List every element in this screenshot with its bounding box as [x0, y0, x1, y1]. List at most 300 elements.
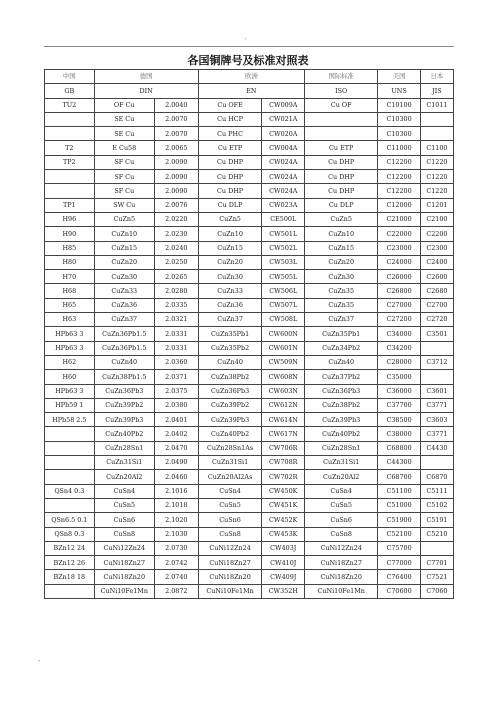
table-cell: CuZn38Pb2	[198, 370, 262, 384]
table-cell: C12200	[378, 155, 421, 169]
table-cell: 2.0090	[154, 184, 198, 198]
table-cell	[420, 341, 453, 355]
table-cell: C70600	[378, 584, 421, 598]
table-cell: C3712	[420, 355, 453, 369]
header-de: 德国	[94, 70, 198, 84]
table-row	[45, 313, 454, 327]
table-cell: CuZn5	[198, 212, 262, 226]
standard-header-row	[45, 84, 454, 98]
table-cell: CuZn28Sn1As	[198, 441, 262, 455]
table-cell: 2.0460	[154, 470, 198, 484]
table-cell: CW507L	[262, 298, 305, 312]
table-cell: C3771	[420, 398, 453, 412]
table-cell	[45, 441, 95, 455]
table-cell: C5210	[420, 527, 453, 541]
table-cell: CW509N	[262, 355, 305, 369]
table-cell: 2.0490	[154, 456, 198, 470]
table-cell: Cu DLP	[198, 198, 262, 212]
table-cell: C1011	[420, 98, 453, 112]
table-cell	[45, 127, 95, 141]
table-cell: C24000	[378, 255, 421, 269]
table-cell: H96	[45, 212, 95, 226]
header-iso: ISO	[305, 84, 378, 98]
table-cell: 2.1016	[154, 484, 198, 498]
table-cell: H62	[45, 355, 95, 369]
table-cell: Cu DLP	[305, 198, 378, 212]
table-cell: TP1	[45, 198, 95, 212]
table-cell: SW Cu	[94, 198, 154, 212]
table-cell: CW021A	[262, 112, 305, 126]
table-cell: CuSn4	[305, 484, 378, 498]
table-cell: CuNi18Zn20	[94, 570, 154, 584]
table-cell: 2.0230	[154, 227, 198, 241]
table-cell: CuNi18Zn20	[198, 570, 262, 584]
table-cell: CuZn36Pb1.5	[94, 327, 154, 341]
table-cell: CuZn15	[198, 241, 262, 255]
table-cell: CuZn36Pb3	[94, 384, 154, 398]
table-cell: 2.0321	[154, 313, 198, 327]
header-cn: 中国	[45, 70, 95, 84]
table-cell: C38000	[378, 427, 421, 441]
table-cell: CuZn36Pb1.5	[94, 341, 154, 355]
table-cell: C35000	[378, 370, 421, 384]
table-cell: CuZn38Pb1.5	[94, 370, 154, 384]
header-gb: GB	[45, 84, 95, 98]
table-row	[45, 198, 454, 212]
table-cell: CW410J	[262, 556, 305, 570]
table-row	[45, 541, 454, 555]
table-cell: QSn6.5 0.1	[45, 513, 95, 527]
table-cell: 2.0872	[154, 584, 198, 598]
table-cell: C3501	[420, 327, 453, 341]
table-cell: C2400	[420, 255, 453, 269]
table-cell: CuSn4	[198, 484, 262, 498]
table-row	[45, 441, 454, 455]
table-cell: CuSn5	[198, 498, 262, 512]
table-cell: CW601N	[262, 341, 305, 355]
table-cell: C36000	[378, 384, 421, 398]
table-cell: CuZn5	[305, 212, 378, 226]
table-cell: CuZn35Pb1	[305, 327, 378, 341]
table-cell: C51900	[378, 513, 421, 527]
table-cell: CW708R	[262, 456, 305, 470]
table-cell: C5111	[420, 484, 453, 498]
table-cell	[420, 541, 453, 555]
table-cell: C1220	[420, 184, 453, 198]
table-cell: 2.0250	[154, 255, 198, 269]
table-cell: C44300	[378, 456, 421, 470]
table-cell: CuZn39Pb3	[94, 413, 154, 427]
table-row	[45, 127, 454, 141]
table-cell: CW608N	[262, 370, 305, 384]
table-cell: 2.1018	[154, 498, 198, 512]
table-row	[45, 427, 454, 441]
table-cell: CuZn39Pb2	[94, 398, 154, 412]
table-cell: C10100	[378, 98, 421, 112]
table-row	[45, 484, 454, 498]
table-cell: CuZn40	[198, 355, 262, 369]
table-cell: Cu DHP	[305, 170, 378, 184]
table-cell: 2.0240	[154, 241, 198, 255]
table-cell: CuZn5	[94, 212, 154, 226]
table-cell: CW706R	[262, 441, 305, 455]
table-cell: C10300	[378, 127, 421, 141]
table-row	[45, 341, 454, 355]
table-cell: CuSn5	[94, 498, 154, 512]
table-cell: Cu DHP	[305, 155, 378, 169]
table-cell: H65	[45, 298, 95, 312]
table-cell: C2200	[420, 227, 453, 241]
table-cell: CuSn4	[94, 484, 154, 498]
table-cell: 2.0070	[154, 127, 198, 141]
table-cell: C22000	[378, 227, 421, 241]
table-cell: CW024A	[262, 170, 305, 184]
header-uns: UNS	[378, 84, 421, 98]
table-cell: H63	[45, 313, 95, 327]
table-cell	[45, 584, 95, 598]
table-cell: C34200	[378, 341, 421, 355]
table-cell: CuZn36Pb3	[305, 384, 378, 398]
table-cell: CuZn20Al2	[305, 470, 378, 484]
table-cell: CuZn20Al2As	[198, 470, 262, 484]
table-cell: Cu HCP	[198, 112, 262, 126]
table-cell: CW501L	[262, 227, 305, 241]
table-cell: C68700	[378, 470, 421, 484]
table-cell: C27200	[378, 313, 421, 327]
header-us: 美国	[378, 70, 421, 84]
table-cell: C1220	[420, 170, 453, 184]
table-cell: CuZn31Si1	[198, 456, 262, 470]
table-cell: CW505L	[262, 270, 305, 284]
table-cell: CuZn20	[198, 255, 262, 269]
table-row	[45, 456, 454, 470]
table-cell: H90	[45, 227, 95, 241]
table-cell: C26800	[378, 284, 421, 298]
table-row	[45, 527, 454, 541]
table-cell: Cu OFE	[198, 98, 262, 112]
table-row	[45, 355, 454, 369]
table-cell: 2.1030	[154, 527, 198, 541]
table-cell: 2.0265	[154, 270, 198, 284]
table-cell: 2.0375	[154, 384, 198, 398]
table-cell	[45, 456, 95, 470]
table-cell: CuZn39Pb3	[305, 413, 378, 427]
table-cell: C28000	[378, 355, 421, 369]
table-cell: 2.0040	[154, 98, 198, 112]
table-cell: C3771	[420, 427, 453, 441]
table-cell: C12000	[378, 198, 421, 212]
table-cell: 2.0065	[154, 141, 198, 155]
table-row	[45, 398, 454, 412]
table-row	[45, 155, 454, 169]
table-cell: 2.0090	[154, 170, 198, 184]
table-row	[45, 270, 454, 284]
table-cell: CuZn28Sn1	[305, 441, 378, 455]
table-cell: CuNi10Fe1Mn	[94, 584, 154, 598]
table-cell	[45, 170, 95, 184]
table-cell: Cu DHP	[305, 184, 378, 198]
table-cell: CE500L	[262, 212, 305, 226]
table-cell: SF Cu	[94, 155, 154, 169]
table-cell: CW452K	[262, 513, 305, 527]
table-cell: CW506L	[262, 284, 305, 298]
table-cell	[45, 470, 95, 484]
table-cell: C2600	[420, 270, 453, 284]
table-cell: 2.0076	[154, 198, 198, 212]
table-cell	[420, 370, 453, 384]
table-cell: CuZn40	[94, 355, 154, 369]
table-cell: C7521	[420, 570, 453, 584]
table-cell: 2.0371	[154, 370, 198, 384]
table-row	[45, 570, 454, 584]
table-cell: SF Cu	[94, 184, 154, 198]
table-cell: CuNi18Zn27	[198, 556, 262, 570]
table-row	[45, 384, 454, 398]
table-row	[45, 584, 454, 598]
table-cell: CW023A	[262, 198, 305, 212]
table-cell: CW352H	[262, 584, 305, 598]
table-cell: C38500	[378, 413, 421, 427]
table-cell	[45, 427, 95, 441]
table-cell: CuSn6	[305, 513, 378, 527]
table-cell: CW024A	[262, 155, 305, 169]
table-cell: C1100	[420, 141, 453, 155]
table-cell: CW004A	[262, 141, 305, 155]
table-cell: CuZn30	[198, 270, 262, 284]
table-cell: C3601	[420, 384, 453, 398]
page-bottom-mark: -	[38, 657, 41, 665]
table-cell: CW603N	[262, 384, 305, 398]
table-cell: 2.1020	[154, 513, 198, 527]
table-cell: C1220	[420, 155, 453, 169]
table-cell: CW612N	[262, 398, 305, 412]
table-row	[45, 370, 454, 384]
table-cell: SE Cu	[94, 127, 154, 141]
table-cell: TU2	[45, 98, 95, 112]
table-cell: CuZn37	[94, 313, 154, 327]
table-cell: CuZn20	[305, 255, 378, 269]
table-cell: 2.0730	[154, 541, 198, 555]
table-cell: C10300	[378, 112, 421, 126]
table-cell: C27000	[378, 298, 421, 312]
table-cell: OF Cu	[94, 98, 154, 112]
table-cell: C21000	[378, 212, 421, 226]
table-cell: CuZn36	[94, 298, 154, 312]
header-jp: 日本	[420, 70, 453, 84]
table-row	[45, 498, 454, 512]
table-cell: CuZn33	[94, 284, 154, 298]
table-cell: CW409J	[262, 570, 305, 584]
table-cell: CuNi12Zn24	[305, 541, 378, 555]
table-cell: C5191	[420, 513, 453, 527]
table-cell: E Cu58	[94, 141, 154, 155]
table-cell: CuNi10Fe1Mn	[305, 584, 378, 598]
table-cell: BZn12 26	[45, 556, 95, 570]
table-cell: CW600N	[262, 327, 305, 341]
table-cell: C2720	[420, 313, 453, 327]
table-row	[45, 556, 454, 570]
table-cell: CuZn40	[305, 355, 378, 369]
table-cell: CW502L	[262, 241, 305, 255]
table-cell: H85	[45, 241, 95, 255]
table-cell: CuSn8	[198, 527, 262, 541]
table-cell: SE Cu	[94, 112, 154, 126]
table-cell: H70	[45, 270, 95, 284]
table-cell: 2.0360	[154, 355, 198, 369]
table-cell: HPb59 1	[45, 398, 95, 412]
table-cell: C76400	[378, 570, 421, 584]
table-cell: 2.0402	[154, 427, 198, 441]
table-cell: CuZn35Pb1	[198, 327, 262, 341]
table-cell: H80	[45, 255, 95, 269]
table-cell	[305, 127, 378, 141]
table-row	[45, 284, 454, 298]
table-cell: BZn12 24	[45, 541, 95, 555]
table-cell: CW503L	[262, 255, 305, 269]
table-cell: 2.0280	[154, 284, 198, 298]
table-cell: CuZn30	[305, 270, 378, 284]
header-eu: 欧洲	[198, 70, 304, 84]
table-cell: C2300	[420, 241, 453, 255]
table-cell: Cu DHP	[198, 155, 262, 169]
table-cell: CuZn10	[198, 227, 262, 241]
table-cell: C2700	[420, 298, 453, 312]
table-cell: CuZn40Pb2	[305, 427, 378, 441]
table-row	[45, 470, 454, 484]
table-cell: QSn8 0.3	[45, 527, 95, 541]
table-cell: CuZn38Pb2	[305, 398, 378, 412]
table-cell: 2.0335	[154, 298, 198, 312]
table-cell: CuNi18Zn20	[305, 570, 378, 584]
table-cell: CW024A	[262, 184, 305, 198]
table-cell: C77000	[378, 556, 421, 570]
table-cell: CuSn8	[305, 527, 378, 541]
table-cell: 2.0740	[154, 570, 198, 584]
table-cell	[45, 184, 95, 198]
table-cell: CuZn39Pb3	[198, 413, 262, 427]
table-row	[45, 413, 454, 427]
table-cell: CuZn31Si1	[305, 456, 378, 470]
table-cell: 2.0742	[154, 556, 198, 570]
table-cell: CuZn15	[94, 241, 154, 255]
table-cell: 2.0331	[154, 341, 198, 355]
table-cell: CuNi12Zn24	[94, 541, 154, 555]
table-cell: CW020A	[262, 127, 305, 141]
table-cell: C11000	[378, 141, 421, 155]
table-cell: CW453K	[262, 527, 305, 541]
table-row	[45, 141, 454, 155]
table-cell: CuSn5	[305, 498, 378, 512]
table-row	[45, 112, 454, 126]
table-cell: CuNi12Zn24	[198, 541, 262, 555]
table-cell: C7060	[420, 584, 453, 598]
table-cell	[45, 112, 95, 126]
table-cell: 2.0331	[154, 327, 198, 341]
table-cell: HPb63 3	[45, 384, 95, 398]
table-cell: CuZn36Pb3	[198, 384, 262, 398]
table-cell: CuSn6	[94, 513, 154, 527]
table-cell: HPb58 2.5	[45, 413, 95, 427]
table-cell: CuZn35	[305, 284, 378, 298]
table-cell: CuZn35	[305, 298, 378, 312]
table-cell: C12200	[378, 170, 421, 184]
header-din: DIN	[94, 84, 198, 98]
table-cell: Cu PHC	[198, 127, 262, 141]
table-row	[45, 298, 454, 312]
table-cell: C68800	[378, 441, 421, 455]
table-cell: CuZn37	[198, 313, 262, 327]
table-cell: CuZn34Pb2	[305, 341, 378, 355]
table-cell: C12200	[378, 184, 421, 198]
table-cell: CuNi18Zn27	[94, 556, 154, 570]
table-cell: Cu DHP	[198, 170, 262, 184]
table-cell: C26000	[378, 270, 421, 284]
table-cell: QSn4 0.3	[45, 484, 95, 498]
table-cell	[45, 498, 95, 512]
table-cell	[420, 112, 453, 126]
table-cell: CW508L	[262, 313, 305, 327]
table-cell: CuNi10Fe1Mn	[198, 584, 262, 598]
table-cell: CuZn39Pb2	[198, 398, 262, 412]
table-cell: CW451K	[262, 498, 305, 512]
table-cell: CuZn30	[94, 270, 154, 284]
table-row	[45, 227, 454, 241]
table-cell: Cu DHP	[198, 184, 262, 198]
table-cell: CuSn6	[198, 513, 262, 527]
table-cell: 2.0090	[154, 155, 198, 169]
table-cell: Cu ETP	[305, 141, 378, 155]
table-cell: CuZn10	[94, 227, 154, 241]
table-cell	[420, 456, 453, 470]
table-cell: CuZn37Pb2	[305, 370, 378, 384]
table-row	[45, 327, 454, 341]
table-cell: T2	[45, 141, 95, 155]
table-cell: C2100	[420, 212, 453, 226]
table-cell: C23000	[378, 241, 421, 255]
table-cell: CuSn8	[94, 527, 154, 541]
table-cell: CW614N	[262, 413, 305, 427]
table-cell: H60	[45, 370, 95, 384]
table-cell: CW617N	[262, 427, 305, 441]
table-row	[45, 241, 454, 255]
header-intl: 国际标准	[305, 70, 378, 84]
table-cell: CuZn36	[198, 298, 262, 312]
table-cell: C4430	[420, 441, 453, 455]
table-cell: C7701	[420, 556, 453, 570]
table-cell: BZn18 18	[45, 570, 95, 584]
table-cell: CW403J	[262, 541, 305, 555]
table-cell: TP2	[45, 155, 95, 169]
table-cell: C37700	[378, 398, 421, 412]
table-cell: CuZn20Al2	[94, 470, 154, 484]
table-cell: C51000	[378, 498, 421, 512]
table-cell: CW702R	[262, 470, 305, 484]
table-cell: CuZn40Pb2	[198, 427, 262, 441]
table-cell: CuZn35Pb2	[198, 341, 262, 355]
page-top-mark: `	[244, 38, 248, 46]
table-cell: C75700	[378, 541, 421, 555]
table-cell: SF Cu	[94, 170, 154, 184]
table-cell: CuZn37	[305, 313, 378, 327]
table-cell: C52100	[378, 527, 421, 541]
table-row	[45, 212, 454, 226]
table-cell	[420, 127, 453, 141]
table-cell: C34000	[378, 327, 421, 341]
table-cell: 2.0220	[154, 212, 198, 226]
table-cell	[305, 112, 378, 126]
table-row	[45, 255, 454, 269]
header-rule	[44, 46, 454, 47]
